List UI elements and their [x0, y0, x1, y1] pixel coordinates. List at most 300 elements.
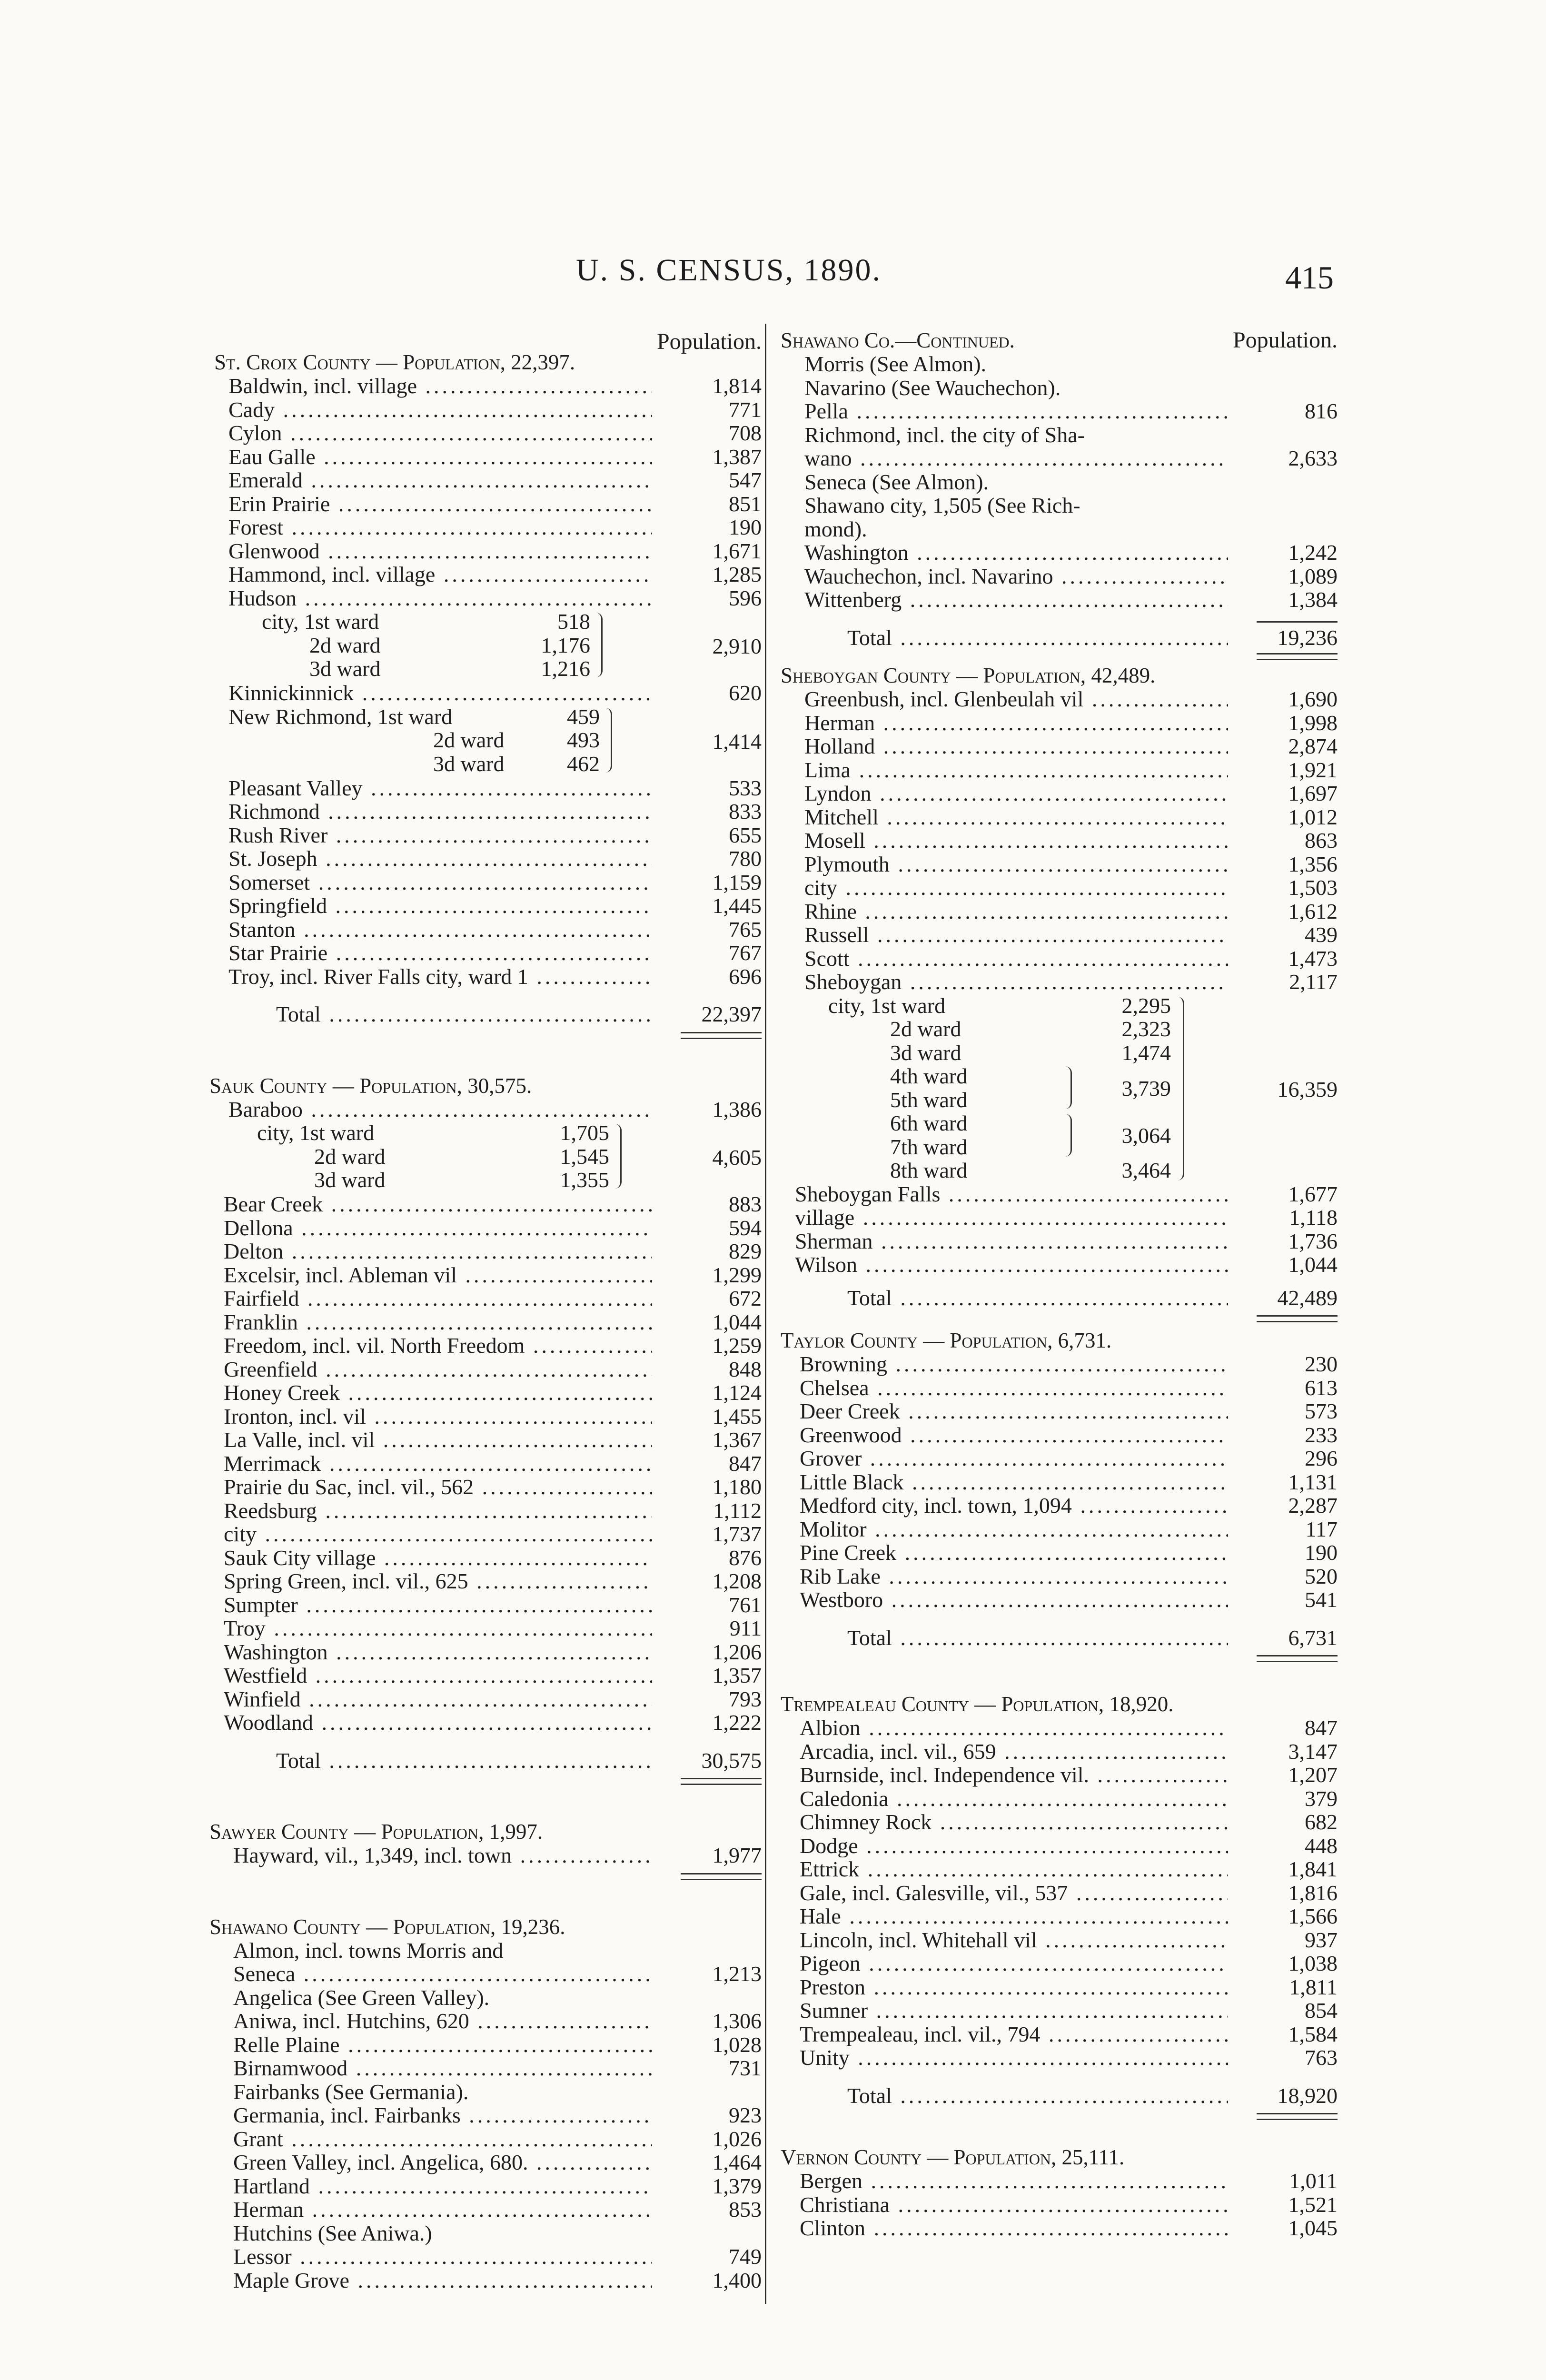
table-row — [781, 446, 1338, 470]
entry-value: 230 — [1305, 1352, 1338, 1376]
total-row: Total ..... 22,397 — [209, 1002, 762, 1026]
entry-name: Herman ..... — [209, 2198, 652, 2221]
entry-value: 1,044 — [1288, 1252, 1338, 1277]
entry-name: Green Valley, incl. Angelica, 680. ..... — [209, 2151, 652, 2174]
entry-name: Pella ..... — [781, 399, 1228, 423]
entry-value: 682 — [1305, 1810, 1338, 1834]
entry-value: 3,147 — [1288, 1739, 1338, 1764]
table-row — [209, 1452, 762, 1476]
sheboygan-city-wards: city, 1st ward 2,295 2d ward 2,323 3d ward 1,474 4th ward 5th ward 3,739 6th ward 7th ward 3,064 8th ward 3,464 16,359 — [828, 993, 1338, 1182]
table-row — [209, 1499, 762, 1523]
table-row — [209, 823, 762, 847]
table-row — [781, 923, 1338, 947]
entry-name: Chimney Rock ..... — [781, 1810, 1228, 1834]
entry-value: 1,671 — [712, 538, 762, 563]
entry-value: 767 — [729, 941, 762, 965]
entry-name: Germania, incl. Fairbanks ..... — [209, 2103, 652, 2127]
entry-name: Pine Creek ..... — [781, 1541, 1228, 1565]
entry-name: Wauchechon, incl. Navarino ..... — [781, 565, 1228, 588]
entry-name: Sherman ..... — [781, 1230, 1228, 1253]
table-row — [209, 398, 762, 422]
total-row: Total ..... 19,236 — [781, 626, 1338, 650]
entry-name: Grant ..... — [209, 2127, 652, 2151]
county-heading: Shawano Co.—Continued. Population. — [781, 327, 1338, 353]
table-row — [781, 1253, 1338, 1277]
table-row — [781, 1834, 1338, 1858]
table-row — [781, 2169, 1338, 2193]
table-row — [781, 1952, 1338, 1975]
entry-name: Westboro ..... — [781, 1588, 1228, 1612]
entry-value: 613 — [1305, 1375, 1338, 1400]
table-row — [209, 1381, 762, 1405]
entry-value: 749 — [729, 2244, 762, 2269]
table-row — [209, 421, 762, 445]
entry-name: Christiana ..... — [781, 2193, 1228, 2217]
entry-value: 533 — [729, 775, 762, 800]
entry-value: 1,503 — [1288, 875, 1338, 900]
brace — [1064, 1066, 1072, 1109]
group-total: 16,359 — [1277, 1077, 1338, 1101]
entry-name: Freedom, incl. vil. North Freedom ..... — [209, 1334, 652, 1358]
entry-name: wano ..... — [781, 446, 1228, 470]
table-row — [781, 399, 1338, 423]
entry-name: Sheboygan Falls ..... — [781, 1182, 1228, 1206]
entry-value: 1,811 — [1289, 1974, 1338, 1999]
table-row — [781, 1470, 1338, 1494]
entry-name: Herman ..... — [781, 711, 1228, 735]
trempealeau-county-section — [781, 1692, 1338, 2126]
table-row — [209, 1546, 762, 1570]
entry-value: 1,584 — [1288, 2022, 1338, 2046]
entry-value: 876 — [729, 1545, 762, 1570]
entry-name: Sheboygan ..... — [781, 970, 1228, 994]
table-row — [781, 1857, 1338, 1881]
entry-name: Shawano city, 1,505 (See Rich- — [804, 494, 1080, 517]
table-row — [209, 918, 762, 942]
entry-name: Dodge ..... — [781, 1834, 1228, 1858]
table-row — [781, 1999, 1338, 2023]
entry-name: Albion ..... — [781, 1716, 1228, 1740]
table-row — [781, 1230, 1338, 1253]
entry-name: Clinton ..... — [781, 2216, 1228, 2240]
sawyer-rows — [209, 1844, 762, 1867]
entry-value: 765 — [729, 917, 762, 942]
brace — [593, 613, 603, 677]
table-row — [209, 894, 762, 918]
population-column-label: Population. — [1232, 327, 1338, 353]
entry-name: Star Prairie ..... — [209, 941, 652, 965]
entry-name: Reedsburg ..... — [209, 1499, 652, 1523]
entry-value: 793 — [729, 1686, 762, 1711]
entry-name: Hartland ..... — [209, 2174, 652, 2198]
entry-value: 1,242 — [1288, 540, 1338, 565]
column-divider — [765, 324, 766, 2304]
table-row — [209, 374, 762, 398]
sheboygan-county-section — [781, 664, 1338, 1329]
entry-value: 1,473 — [1288, 946, 1338, 971]
entry-value: 816 — [1305, 399, 1338, 423]
entry-value: 541 — [1305, 1587, 1338, 1612]
table-row — [209, 965, 762, 989]
shawano-rows — [209, 1939, 762, 2292]
entry-value: 1,677 — [1288, 1181, 1338, 1206]
table-row — [781, 470, 1338, 494]
table-row — [209, 1240, 762, 1263]
entry-value: 672 — [729, 1286, 762, 1310]
entry-value: 233 — [1305, 1422, 1338, 1447]
entry-name: Hammond, incl. village ..... — [209, 563, 652, 586]
table-row — [209, 2103, 762, 2127]
entry-value: 547 — [729, 468, 762, 492]
table-row — [209, 1844, 762, 1867]
entry-value: 1,089 — [1288, 564, 1338, 588]
entry-value: 1,124 — [712, 1380, 762, 1405]
entry-value: 1,464 — [712, 2150, 762, 2174]
table-row — [209, 2056, 762, 2080]
table-row — [781, 588, 1338, 612]
entry-name: Richmond ..... — [209, 800, 652, 823]
county-heading: Trempealeau County — Population, 18,920. — [781, 1692, 1174, 1716]
table-row — [781, 2046, 1338, 2070]
entry-value: 780 — [729, 846, 762, 871]
entry-name: Maple Grove ..... — [209, 2269, 652, 2292]
entry-value: 594 — [729, 1215, 762, 1240]
table-row — [781, 494, 1338, 517]
entry-name: Somerset ..... — [209, 871, 652, 894]
entry-name: Aniwa, incl. Hutchins, 620 ..... — [209, 2009, 652, 2033]
entry-value: 1,180 — [712, 1475, 762, 1499]
table-row — [209, 2198, 762, 2221]
brace — [612, 1124, 622, 1189]
entry-value: 1,697 — [1288, 781, 1338, 805]
table-row — [209, 1711, 762, 1735]
sauk-county-section — [209, 1074, 762, 1792]
entry-value: 708 — [729, 421, 762, 445]
county-heading: Sawyer County — Population, 1,997. — [209, 1820, 543, 1844]
taylor-county-section — [781, 1329, 1338, 1668]
entry-value: 863 — [1305, 828, 1338, 853]
entry-value: 1,356 — [1288, 852, 1338, 876]
entry-value: 1,044 — [712, 1309, 762, 1334]
brace — [1064, 1114, 1072, 1157]
taylor-rows — [781, 1352, 1338, 1612]
group-total: 2,910 — [712, 634, 762, 658]
entry-value: 851 — [729, 491, 762, 516]
entry-name: Hale ..... — [781, 1904, 1228, 1928]
left-column — [209, 328, 762, 2292]
table-row — [781, 541, 1338, 565]
table-row — [781, 734, 1338, 758]
entry-name: Holland ..... — [781, 734, 1228, 758]
entry-name: Wittenberg ..... — [781, 588, 1228, 612]
entry-name: Chelsea ..... — [781, 1376, 1228, 1400]
entry-name: Merrimack ..... — [209, 1452, 652, 1476]
entry-value: 1,455 — [712, 1404, 762, 1428]
entry-name: Hudson ..... — [209, 586, 652, 610]
entry-value: 1,159 — [712, 870, 762, 894]
table-row — [209, 1428, 762, 1452]
sauk-rows — [209, 1192, 762, 1735]
entry-value: 1,998 — [1288, 710, 1338, 735]
entry-value: 854 — [1305, 1998, 1338, 2023]
entry-value: 1,131 — [1288, 1469, 1338, 1494]
table-row — [209, 1687, 762, 1711]
table-row — [781, 1975, 1338, 1999]
entry-value: 1,736 — [1288, 1229, 1338, 1253]
county-heading: Vernon County — Population, 25,111. — [781, 2145, 1125, 2169]
population-header — [209, 328, 762, 354]
entry-name: Bear Creek ..... — [209, 1192, 652, 1216]
entry-value: 1,841 — [1288, 1857, 1338, 1881]
new-richmond-wards: New Richmond, 1st ward 459 2d ward 493 3d ward 462 1,414 — [228, 704, 762, 776]
table-row — [209, 2080, 762, 2104]
entry-value: 1,814 — [712, 374, 762, 398]
hudson-city-wards: city, 1st ward 518 2d ward 1,176 3d ward 1,216 2,910 — [262, 609, 762, 681]
trempealeau-rows — [781, 1716, 1338, 2070]
table-row — [781, 1206, 1338, 1230]
table-row — [209, 1405, 762, 1428]
table-row — [209, 2151, 762, 2174]
entry-name: Birnamwood ..... — [209, 2056, 652, 2080]
entry-name: Medford city, incl. town, 1,094 ..... — [781, 1494, 1228, 1517]
entry-name: Bergen ..... — [781, 2169, 1228, 2193]
entry-name: Deer Creek ..... — [781, 1399, 1228, 1423]
table-row — [209, 516, 762, 539]
table-row — [209, 2221, 762, 2245]
entry-value: 1,028 — [712, 2032, 762, 2057]
table-row — [209, 2245, 762, 2269]
table-row — [781, 1494, 1338, 1517]
entry-name: Greenbush, incl. Glenbeulah vil ..... — [781, 687, 1228, 711]
entry-name: Dellona ..... — [209, 1216, 652, 1240]
entry-name: Rib Lake ..... — [781, 1565, 1228, 1588]
entry-value: 1,118 — [1289, 1205, 1338, 1230]
entry-name: Delton ..... — [209, 1240, 652, 1263]
entry-name: Greenwood ..... — [781, 1423, 1228, 1447]
entry-value: 1,612 — [1288, 899, 1338, 923]
table-row — [781, 1763, 1338, 1787]
entry-value: 1,012 — [1288, 804, 1338, 829]
table-row — [781, 2193, 1338, 2217]
table-row — [781, 900, 1338, 923]
entry-value: 1,737 — [712, 1522, 762, 1546]
table-row — [781, 970, 1338, 994]
entry-name: Arcadia, incl. vil., 659 ..... — [781, 1740, 1228, 1764]
vernon-county-section — [781, 2145, 1338, 2240]
table-row — [781, 1810, 1338, 1834]
total-row: Total ..... 6,731 — [781, 1626, 1338, 1650]
table-row — [209, 1939, 762, 1963]
entry-name: Relle Plaine ..... — [209, 2033, 652, 2057]
table-row — [781, 1928, 1338, 1952]
entry-name: Excelsir, incl. Ableman vil ..... — [209, 1263, 652, 1287]
table-row — [781, 565, 1338, 588]
table-row — [209, 800, 762, 823]
entry-value: 937 — [1305, 1927, 1338, 1952]
st-croix-rows — [209, 374, 762, 610]
entry-value: 1,011 — [1289, 2169, 1338, 2193]
table-row — [781, 1182, 1338, 1206]
entry-name: Washington ..... — [781, 541, 1228, 565]
table-row — [209, 941, 762, 965]
population-column-label: Population. — [656, 329, 762, 354]
entry-name: Molitor ..... — [781, 1517, 1228, 1541]
table-row — [781, 829, 1338, 853]
entry-value: 1,690 — [1288, 687, 1338, 711]
table-row: Baraboo ..... 1,386 — [209, 1098, 762, 1121]
entry-name: Lima ..... — [781, 758, 1228, 782]
entry-name: Honey Creek ..... — [209, 1381, 652, 1405]
entry-value: 1,566 — [1288, 1904, 1338, 1928]
entry-value: 520 — [1305, 1564, 1338, 1588]
table-row — [209, 1616, 762, 1640]
entry-name: Ironton, incl. vil ..... — [209, 1405, 652, 1428]
page-number: 415 — [1285, 259, 1334, 296]
table-row — [781, 687, 1338, 711]
total-row: Total ..... 18,920 — [781, 2084, 1338, 2108]
table-row — [781, 1716, 1338, 1740]
table-row — [781, 1423, 1338, 1447]
entry-value: 1,045 — [1288, 2216, 1338, 2240]
entry-name: Fairbanks (See Germania). — [233, 2080, 469, 2103]
entry-value: 1,521 — [1288, 2192, 1338, 2217]
entry-name: Almon, incl. towns Morris and — [233, 1938, 504, 1962]
entry-name: Wilson ..... — [781, 1253, 1228, 1277]
double-rule — [681, 1873, 762, 1874]
entry-name: Burnside, incl. Independence vil. ..... — [781, 1763, 1228, 1787]
brace — [1173, 997, 1184, 1180]
entry-value: 1,285 — [712, 562, 762, 586]
entry-value: 763 — [1305, 2045, 1338, 2070]
entry-value: 1,816 — [1288, 1880, 1338, 1905]
double-rule — [1257, 1655, 1338, 1656]
table-row — [209, 1593, 762, 1617]
shawano-county-section — [209, 1915, 762, 2292]
table-row — [209, 586, 762, 610]
entry-value: 1,208 — [712, 1569, 762, 1593]
entry-value: 573 — [1305, 1399, 1338, 1423]
entry-name: Cylon ..... — [209, 421, 652, 445]
entry-name: Richmond, incl. the city of Sha- — [804, 423, 1085, 446]
table-row — [209, 1640, 762, 1664]
table-row — [209, 2009, 762, 2033]
table-row — [781, 1399, 1338, 1423]
entry-name: Sumner ..... — [781, 1999, 1228, 2023]
vernon-rows — [781, 2169, 1338, 2240]
table-row — [781, 2023, 1338, 2046]
sheboygan-rows — [781, 687, 1338, 994]
table-row — [781, 1565, 1338, 1588]
entry-name: Navarino (See Wauchechon). — [804, 376, 1061, 399]
table-row — [781, 711, 1338, 735]
entry-name: Westfield ..... — [209, 1664, 652, 1687]
entry-name: Gale, incl. Galesville, vil., 537 ..... — [781, 1881, 1228, 1905]
table-row — [781, 1588, 1338, 1612]
entry-name: Greenfield ..... — [209, 1358, 652, 1381]
page-header — [0, 252, 1546, 300]
entry-value: 761 — [729, 1592, 762, 1617]
entry-name: Washington ..... — [209, 1640, 652, 1664]
double-rule — [681, 1778, 762, 1779]
table-row — [781, 517, 1338, 541]
entry-name: Forest ..... — [209, 516, 652, 539]
table-row — [781, 1740, 1338, 1764]
double-rule — [681, 1032, 762, 1033]
entry-value: 1,213 — [712, 1962, 762, 1986]
table-row — [209, 1287, 762, 1310]
entry-name: Pigeon ..... — [781, 1952, 1228, 1975]
entry-value: 1,207 — [1288, 1763, 1338, 1787]
entry-value: 117 — [1305, 1517, 1338, 1541]
entry-name: Preston ..... — [781, 1975, 1228, 1999]
entry-name: village ..... — [781, 1206, 1228, 1230]
baraboo-city-wards: city, 1st ward 1,705 2d ward 1,545 3d ward 1,355 4,605 — [257, 1121, 762, 1192]
brace — [602, 708, 612, 773]
table-row — [209, 1664, 762, 1687]
entry-value: 1,299 — [712, 1262, 762, 1287]
table-row — [781, 1904, 1338, 1928]
entry-name: Cady ..... — [209, 398, 652, 422]
table-row — [781, 758, 1338, 782]
entry-value: 296 — [1305, 1446, 1338, 1470]
st-croix-county-section — [209, 350, 762, 1045]
table-row — [209, 539, 762, 563]
table-row — [781, 423, 1338, 447]
entry-value: 1,977 — [712, 1843, 762, 1867]
county-heading: Shawano County — Population, 19,236. — [209, 1914, 565, 1939]
entry-name: mond). — [804, 517, 867, 541]
county-heading: Sheboygan County — Population, 42,489. — [781, 664, 1156, 687]
total-row: Total ..... 42,489 — [781, 1286, 1338, 1310]
table-row — [781, 1517, 1338, 1541]
entry-value: 1,400 — [712, 2268, 762, 2292]
entry-name: Glenwood ..... — [209, 539, 652, 563]
entry-value: 923 — [729, 2103, 762, 2127]
entry-name: Caledonia ..... — [781, 1787, 1228, 1811]
entry-value: 1,112 — [713, 1498, 762, 1523]
table-row — [209, 1475, 762, 1499]
entry-value: 2,633 — [1288, 446, 1338, 470]
st-croix-rows-2 — [209, 776, 762, 989]
entry-name: Fairfield ..... — [209, 1287, 652, 1310]
entry-value: 655 — [729, 823, 762, 847]
entry-name: Eau Galle ..... — [209, 445, 652, 469]
table-row — [209, 1522, 762, 1546]
entry-name: Angelica (See Green Valley). — [233, 1985, 490, 2009]
double-rule — [1257, 2113, 1338, 2114]
entry-name: Lessor ..... — [209, 2245, 652, 2269]
entry-name: Winfield ..... — [209, 1687, 652, 1711]
table-row — [209, 445, 762, 469]
table-row — [209, 1569, 762, 1593]
entry-value: 1,367 — [712, 1428, 762, 1452]
entry-name: Lyndon ..... — [781, 782, 1228, 805]
group-total: 1,414 — [712, 729, 762, 754]
table-row — [209, 1986, 762, 2010]
table-row — [209, 776, 762, 800]
table-row — [209, 847, 762, 871]
table-row — [781, 1881, 1338, 1905]
double-rule — [1257, 653, 1338, 654]
entry-name: Lincoln, incl. Whitehall vil ..... — [781, 1928, 1228, 1952]
entry-name: Rush River ..... — [209, 823, 652, 847]
table-row — [209, 492, 762, 516]
entry-name: Troy, incl. River Falls city, ward 1 ..... — [209, 965, 652, 989]
entry-value: 1,387 — [712, 444, 762, 469]
table-row — [209, 1263, 762, 1287]
right-column — [781, 328, 1338, 2240]
table-row — [781, 805, 1338, 829]
